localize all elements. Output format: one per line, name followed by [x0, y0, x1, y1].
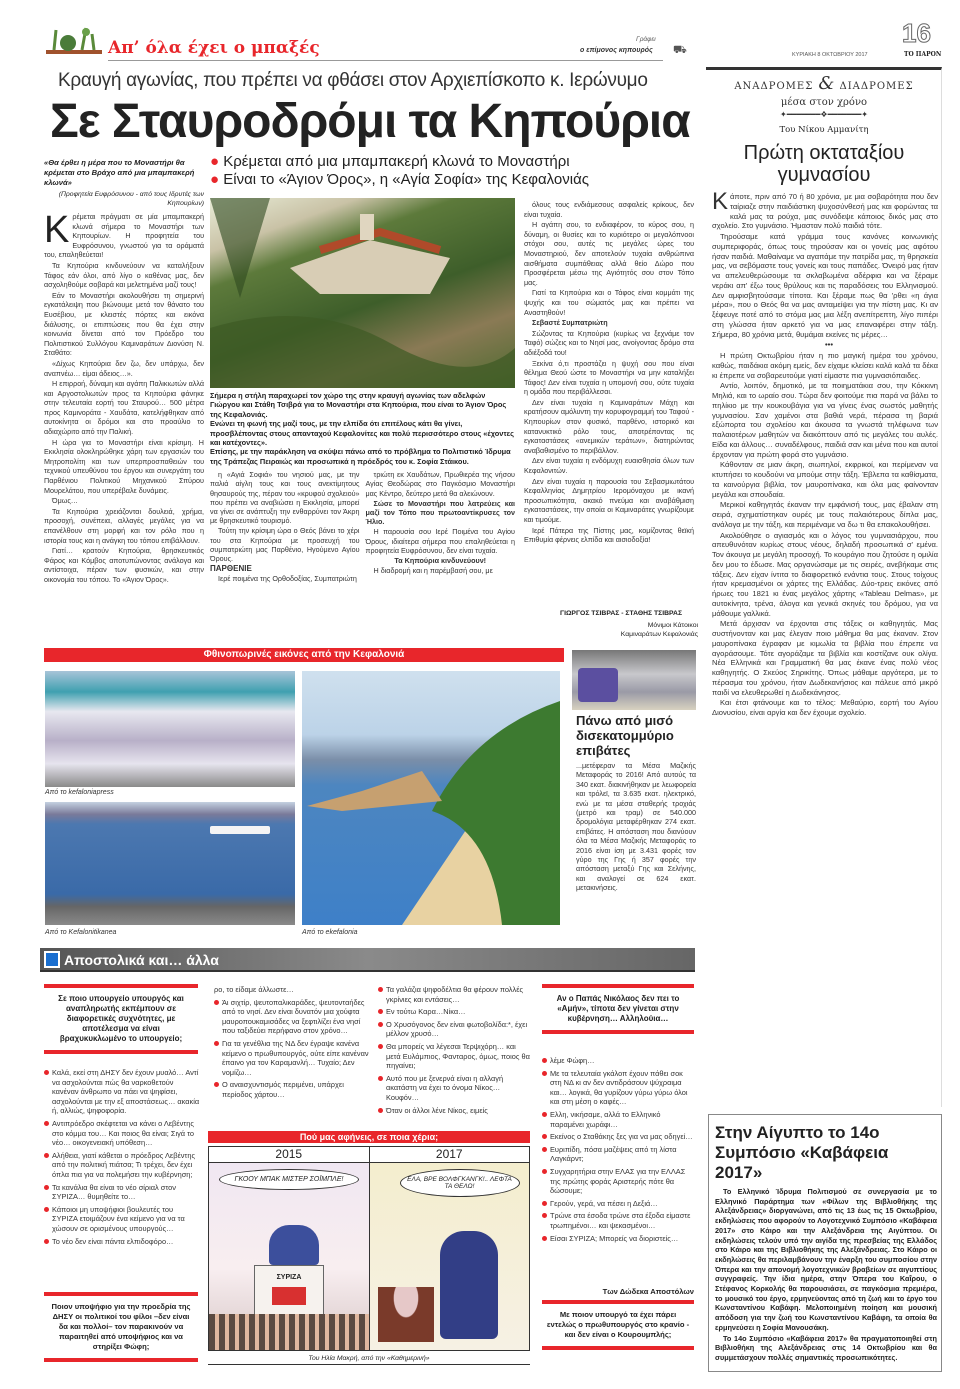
story-bullets	[210, 153, 589, 189]
column-body-wrap	[712, 192, 938, 1104]
kavafeia-box	[708, 1114, 942, 1372]
gallery-title: Φθινοπωρινές εικόνες από την Κεφαλονιά	[44, 648, 564, 662]
middle-column-2: τριώτη εκ Χαυδάτων, Πρωθιερέα της νήσου Αγίας Θεοδώρας στο Παγκόσμιο Μοναστήρι μας Κέντρο, δεύτερο μετά θα αλειώνουν. Σώσε το Μοναστήρι που λατρεύεις και μαζί τον Τόπο που πρωτοαντίκρυσες τον Ήλιο. Η παρουσία σου Ιερέ Ποιμένα του Αγίου Όρους, ιδιαίτερα σήμερα που επαληθεύεται η προφητεία Ευφρόσυνου, δεν είναι τυχαία. Τα Κηπούρια κινδυνεύουν! Η διαδρομή και η παρέμβασή σου, με	[365, 470, 515, 576]
dropcap: Κ	[44, 209, 70, 251]
column-subtitle: μέσα στον χρόνο	[780, 97, 868, 108]
column-headline: Πρώτη οκταταξίου γυμνασίου	[743, 142, 905, 186]
bullet-1: ● Κρέμεται από μια μπαμπακερή κλωνά το Μοναστήρι	[210, 153, 570, 170]
metro-body: ...μετέφεραν τα Μέσα Μαζικής Μεταφοράς το 2016! Από αυτούς τα 340 εκατ. διακινήθηκαν με λεωφορεία και τρόλεϊ, τα 3.635 εκατ. ηλεκτρικό, ενώ με τα μέσα σταθερής τροχιάς (μετρό και τραμ) σε 540.000 δρομολόγια μεταφέρθηκαν 274 εκατ. επιβάτες. Η απόσταση που διανύουν όλα τα Μέσα Μαζικής Μεταφοράς το 2016 είναι ίση με 3.431 φορές τον γύρο της Γης ή 357 φορές την απόσταση μεταξύ Γης και Σελήνης, και αναλογεί σε 624 εκατ. μετακινήσεις.	[576, 761, 696, 893]
page-number: 16	[902, 18, 931, 48]
ferry-bay-photo	[45, 802, 295, 925]
ferry-shape	[210, 826, 270, 834]
apostoloi-signature: Των Δώδεκα Αποστόλων	[602, 1287, 694, 1296]
header-rule	[108, 60, 663, 61]
apostolika-col-1: Καλά, εκεί στη ΔΗΣΥ δεν έχουν μυαλό… Αντί να ασχολούνται πώς θα ναρκοθετούν κανέναν άνθρωπο να πάει να ψηφίσει, ασχολούνται με την εξ αποστάσεως… ακακία ή, αλλιώς, ψηφοφορία. Αντιπρόεδρο σκέφτεται να κάνει ο Λεβέντης στο κόμμα του… Και ποιος θα είναι; Σιγά το νέο… οικογενειακή υπόθεση… Αλήθεια, γιατί κάθεται ο πρόεδρος Λεβέντης από την πολιτική πιάτσα; Τι τρέχει, δεν έχει όπλα πια για να πολεμήσει την κυβέρνηση; Τα κανάλια θα είναι το νέο σίριαλ στον ΣΥΡΙΖΑ… θυμηθείτε το… Κάποιοι μη υποψήφιοι βουλευτές του ΣΥΡΙΖΑ ετοιμάζουν ένα κείμενο για να τα χώσουν σε ορισμένους υπουργούς… Το νέο δεν είναι πάντα ελπιδοφόρο…	[44, 1068, 200, 1286]
monastery-photo	[210, 198, 515, 388]
question-box-1: Σε ποιο υπουργείο υπουργός και αναπληρωτής εκπέμπουν σε διαφορετικές συχνότητες, με αποτέλεσμα να είναι βραχυκυκλωμένο το υπουργείο;	[44, 984, 198, 1054]
cartoon-title: Πού μας αφήνεις, σε ποια χέρια;	[208, 1131, 530, 1143]
flag	[272, 1287, 306, 1305]
panel-year: 2017	[370, 1147, 530, 1163]
column-author: Του Νίκου Αμμανίτη	[779, 125, 869, 135]
metro-block	[576, 713, 696, 939]
speech-bubble-1: ΓΚΟΟΥ ΜΠΑΚ ΜΙΣΤΕΡ ΣΟΪΜΠΛΕ!	[219, 1169, 359, 1190]
question-box-3: Αν ο Παπάς Νικόλαος δεν πει το «Αμήν», τίποτα δεν γίνεται στην κυβέρνηση… Αλληλούια…	[542, 984, 694, 1034]
right-story-column: όλους τους ενδιάμεσους ασφαλείς κρίκους, δεν είναι τυχαία. Η αγάπη σου, το ενδιαφέρον, το κύρος σου, η δύναμη, οι θυσίες και το κυριότερο οι μεγαλόπνοοι στόχοι σου, αυτές τις μεγάλες ώρες του Μοναστηριού, δεν αποτελούν τυχαία ανθρώπινα αισθήματα συμπάθειας αλλά θείο Δώρο που Προσφέρεται μέσω της Αγιότητός σου στον Τόπο μας. Γιατί τα Κηπούρια και ο Τάφος είναι κομμάτι της ψυχής και του σώματός μας και πρέπει να Αναστηθούν! Σεβαστέ Συμπατριώτη Σώζοντας τα Κηπούρια (κυρίως να ξεχνάμε τον Ταφό) σώζεις και το Νησί μας, ανοίγοντας δρόμο στα αδιέξοδά του! Ξεκίνα ό,τι προστάζει η ψυχή σου που είναι θέλημα Θεού ώστε το Μοναστήρι να μην καταλήξει Τάφος! Δεν είναι τυχαία η υπομονή σου, ούτε τυχαία η ομάδα που περιβάλλεσαι. Δεν είναι τυχαία η Καμιναράτων Μάχη και κρατήσουν αμόλυντη την κορυφογραμμή του Ταφού - Κηπουρίων στον φυσικό, παρθένο, ιστορικό και κατανυκτικό ρόλο τους, αποτρέποντας τις εγκαταστάσεις «ανεμικών τεράτων», διατηρώντας αναβαθισμένο το περιβάλλον. Δεν είναι τυχαία η ενδόμυχη ευαισθησία όλων των Κεφαλονιτών. Δεν είναι τυχαία η παρουσία του Σεβασμιωτάτου Κεφαλληνίας Δημητρίου Ιερομόναχου με ικανή προσωπικότητα, ακακό πνεύμα και αναβάθμιση εγκαταστάσεις, την οποία οι Καμιναράτες γνωρίζουμε και τιμούμε. Ιερέ Πάτερα της Πίστης μας, κομίζοντας θεϊκή Επιθυμία φέρνεις ελπίδα και αισιοδοξία!	[524, 200, 694, 545]
wheelbarrow-icon: ⛟	[673, 44, 687, 56]
question-box-4: Με ποιον υπουργό τα έχει πάρει εντελώς ο πρωθυπουργός στο κρανίο - και δεν είναι ο Κουρουμπλής;	[542, 1300, 694, 1350]
section-logo-plants-icon	[44, 24, 104, 56]
writer-label: Γράφει	[636, 36, 656, 43]
pull-quote: «Θα έρθει η μέρα που το Μοναστήρι θα κρέμεται στο Βράχο από μια μπαμπακερή κλωνά»	[44, 158, 195, 187]
cartoon-panel-2017	[370, 1147, 530, 1350]
waves-photo	[45, 671, 295, 787]
photo-caption: Σήμερα η στήλη παραχωρεί τον χώρο της στην κραυγή αγωνίας των αδελφών Γιώργου και Στάθη Τσιβρά για το Μοναστήρι στα Κηπούρια, που είναι το Άγιον Όρος της Κεφαλονιάς. Ενώνει τη φωνή της μαζί τους, με την ελπίδα ότι επιτέλους κάτι θα γίνει, προσβλέποντας στους απανταχού Κεφαλονίτες και πολύ περισσότερο στους «έχοντες και κατέχοντες». Επίσης, με την παράκληση να σκύψει πάνω από το πρόβλημα το Πολιτιστικό Ίδρυμα της Τράπεζας Πειραιώς και προσωπικά η πρόεδρός του κ. Σοφία Στάικου.	[210, 391, 515, 466]
left-column: Κ ρέμεται πράγματι σε μία μπαμπακερή κλωνά σήμερα το Μοναστήρι των Κηπουρίων. Η προφητεία του Ευφρόσυνου, γνωστού για τα οράματά του, επαληθεύεται! Τα Κηπούρια κινδυνεύουν να καταλήξουν Τάφος εάν όλοι, από λίγο ο καθένας μας, δεν ασχοληθούμε σοβαρά και μελετημένα μαζί τους! Εάν το Μοναστήρι ακολουθήσει τη σημερινή εγκατάλειψη που βιώνουμε μετά τον θάνατο του Ευσέβιου, με κλειστές πόρτες και εικόνα διάλυσης, οι επιπτώσεις που θα έχει στην κοινωνία δίνεται από τον Πρόεδρο του Πολιτιστικού Συλλόγου Καμιναράτων Διονύση Ν. Σταθάτο: «Δίχως Κηπούρια δεν ζω, δεν υπάρχω, δεν αναπνέω… είμαι άδειος…». Η επιρροή, δύναμη και αγάπη Παλικιωτών αλλά και Αργοστολιωτών προς τα Κηπούρια φάνηκε στην τελευταία εορτή του Σταυρού… 500 μέτρα προς Καμινοράτα - Χαυδάτα, κατελήφθηκαν από αυτοκίνητα οι δρόμοι και στο προαύλιο το αδιαχώριτο από την Παλική. Η ώρα για το Μοναστήρι είναι κρίσιμη. Η Εκκλησία ολοκληρώθηκε χάρη των εργασιών του Μητροπολίτη και των υπερπροσπαθειών του τεχνικού υπευθύνου του έργου και συνεργάτη του Παρθένιου Πολιτικού Μηχανικού Σπύρου Μουρελάτου, που υπερέβαλε δυνάμεις. Όμως… Τα Κηπούρια χρειάζονται δουλειά, χρήμα, προσοχή, συνέπεια, αλλαγές μεγάλες για να επανέλθουν στη μορφή και τον ρόλο που η ιστορία τους και η ανάγκη του τόπου επιβάλλουν. Γιατί… κρατούν Κηπούρια, θρησκευτικός Φάρος και Κόμβος αποτυπώνοντας ανάλογα και αντίστοιχα, πέραν των φυσικών, και στην οικονομία του τόπου. Το «Άγιον Όρος».	[44, 209, 204, 584]
apostolika-col-3: Τα γαλάζια ψηφοδέλτια θα φέρουν πολλές γκρίνιες και εντάσεις… Εν τούτω Καρα…Νίκα… Ο Χρυσόγονος δεν είναι φωτοβολίδα:*, έχει μέλλον χρυσό… Θα μπορείς να λέγεσαι Τερψιχόρη… και μετά Ευλάμπιος, Φανταρος, όμως, ποιος θα πηγαίνει; Αυτό που με ξενερνά είναι η αλλαγή ακατάστη να έχει το όνομα Νίκος… Κουφόν… Όταν οι άλλοι λένε Νίκος, ειμείς	[378, 985, 530, 1120]
pull-quote-source: (Προφητεία Ευφρόσυνου - από τους Ιδρυτές των Κηπουρίων)	[58, 191, 204, 207]
photo-credit-2: Από το Kefalonitikanea	[45, 929, 117, 936]
column-brand-1: ΑΝΑΔΡΟΜΕΣ	[734, 81, 814, 92]
cartoon	[208, 1146, 530, 1351]
kavafeia-title: Στην Αίγυπτο το 14ο Συμπόσιο «Καβάφεια 2017»	[715, 1123, 889, 1182]
beach-photo	[302, 671, 560, 925]
middle-column-1: η «Αγιά Σοφιά» του νησιού μας, με την παλιά αίγλη τους και τους ανεκτίμητους θησαυρούς της, πέραν του «κρυφού σχολειού» που πρέπει να αναβιώσει η Εκκλησία, μπορεί να γίνει σε ανάπτυξη την ενθαρρύνει τον Άκρη με θρησκευτικό τουρισμό. Τούτη την κρίσιμη ώρα ο Θεός βάνει το χέρι του στα Κηπούρια με προσευχή του συμπατριώτη μας Παρθένιο, Ηγούμενο Αγίου Όρους. ΠΑΡΘΕΝΙΕ Ιερέ ποιμένα της Ορθοδοξίας, Συμπατριώτη	[210, 470, 360, 584]
column-body: Κ άποτε, πριν από 70 ή 80 χρόνια, με μια σοβαρότητα που δεν ταίριαζε στην παιδιάστικη ψυχοσύνθεσή μας και φορώντας τα καλά μας τα ρούχα, μας συνόδεψε κάποιος δικός μας στο σχολείο. Στο γυμνάσιο. Ήμασταν πολύ παιδιά τότε. Τηρούσαμε κατά γράμμα τους κανόνες κοινωνικής συμπεριφοράς, όπως τους τηρούσαν και οι γονείς μας αφότου ήσαν παιδιά. Μαθαίναμε να αγαπάμε την πατρίδα μας, τη θρησκεία μας, να σεβόμαστε τους γονείς και τους παπάδες. Όνειρό μας ήταν να απελευθερώσουμε τα σκλαβωμένα αδέρφια και να ξέραμε νεράκι απ' έξω τους θρύλους και τις παραδόσεις του Ελληνισμού. Δεν αμφισβητούσαμε τίποτα. Και ξέραμε πως θα 'ρθει «η άγια μέρα», που ο Θεός θα να μας ανταμείψει για την πίστη μας. Κι αν ξέφευγε ποτέ από το στόμα μας μια λέξη ανεπίτρεπτη, λίγο πιπέρι στη γλώσσα ήταν αρκετό για να μας επαναφέρει στην τάξη. Σήμερα, 80 χρόνια μετά, θυμάμαι εκείνες τις μέρες… ••• Η πρώτη Οκτωβρίου ήταν η πιο μαγική ημέρα του χρόνου, καθώς, παιδάκια ακόμη εμείς, δεν είχαμε κλείσει καλά καλά τα δέκα κι έπρεπε να σοβαρευτούμε γιατί είμαστε πια γυμνασιόπαιδες. Αντίο, λοιπόν, δημοτικό, με τα ποιηματάκια σου, την Κόκκινη Μηλιά, και το ωραίο σου. Τώρα δεν φοιτούμε πια παρά να βάλει το πηλίκιο με την κουκουβάγια για να γίνεις ένας σωστός μαθητής γυμνασίου. Σαν χαμένοι στα βαθιά νερά, πέρασα τη βαριά εξώπορτα του σχολείου και άκουσα τα γνωστά τηλέφωνα των παλαιοτέρων μαθητών να διακόπτουν από τις μεγάλες του αυλές. Είδα και άλλους… συναδέλφους, παιδιά σαν και μένα που και αυτοί έρχονταν για πρώτη φορά στο γυμνάσιο. Κάθονταν σε μιαν άκρη, σιωπηλοί, εκφρικοί, και περίμεναν να κτυπήσει το κουδούνι να μπούμε στην τάξη. Έβλεπα τα καθίσματα, τα καινούργια βιβλία, τον μαυροπίνακα, και όλα μας φαίνονταν μεγάλα και σπουδαία. Μερικοί καθηγητάς έκαναν την εμφάνισή τους, μας έβαλαν στη σειρά, σχηματίστηκαν ουρές με τους παλαιότερους δίπλα μας, ανάλογα με την τάξη, και περιμέναμε να δω τι θα επακολουθήσει. Ακολούθησε ο αγιασμός και ο λόγος του γυμνασιάρχου, που απευθυνόταν κυρίως στους νέους, δηλαδή προσωπικά σ' εμένα. Τον άκουγα με μεγάλη προσοχή. Το κουράγιο που ζητούσε η ομιλία δεν μου το έδωσε. Μας οργανώσαμε με τις σειρές, ανεβήκαμε στις τάξεις. Δεν είχαν ίντιτα το διαφορετικό ενάντια τους. Στους τοίχους ήταν κρεμασμένοι οι χάρτες της Ελλάδας. Δύο-τρεις εικόνες από ήρωες του 1821 κι ένας μεγάλος χάρτης «Tableau Delmas», με αυτοκίνητα, τρένα, άλογα και γενικά σκηνές του δρόμου, για να μάθουμε γαλλικά. Μετά άρχισαν να έρχονται στις τάξεις οι καθηγητάς. Μας συστήνονταν και μας έλεγαν ποιο μάθημα θα μας έκαναν. Στον μαυροπίνακα έγραφαν με κιμωλία τα βιβλία που έπρεπε να αγοράσουμε. Τότε αγοράζαμε τα βιβλία και κοστίζανε ουκ ολίγα. Νέα Ελληνικά και Γραμματική θα μας έκανε ένας πολύ νέος καθηγητής. Ο Σκεύος Σηρικίτης. Όπως μάθαμε αργότερα, με το πέρασμα του χρόνου, ήταν Δωδεκανήσιος και πάλευε από μικρό παιδί να ελευθερωθεί η Δωδεκάνησος. Και έτσι φτάνουμε και το τέλος: Μεθαύριο, εορτή του Αγίου Διονυσίου, είναι αργία και δεν έχουμε σχολείο.	[712, 192, 938, 717]
metro-title: Πάνω από μισό δισεκατομμύριο επιβάτες	[576, 713, 674, 758]
panel-year: 2015	[209, 1147, 369, 1163]
header-date: ΚΥΡΙΑΚΗ 8 ΟΚΤΩΒΡΙΟΥ 2017	[792, 52, 868, 58]
train-front	[578, 668, 618, 702]
signature-role: Μόνιμοι Κάτοικοι Καμιναράτων Κεφαλονιάς	[620, 622, 698, 638]
column-brand-2: ΔΙΑΔΡΟΜΕΣ	[839, 81, 914, 92]
cartoon-credit: Του Ηλία Μακρή, από την «Καθημερινή»	[208, 1355, 530, 1365]
story-center-block	[210, 391, 515, 585]
metro-train-photo	[572, 650, 696, 710]
bullet-2: ● Είναι το «Άγιον Όρος», η «Αγία Σοφία» της Κεφαλονιάς	[210, 171, 590, 188]
address-name: ΠΑΡΘΕΝΙΕ	[210, 564, 252, 574]
figure-2	[440, 1231, 498, 1339]
photo-credit-1: Από το kefaloniapress	[45, 789, 114, 796]
left-story-block	[44, 158, 204, 646]
question-box-2: Ποιον υποψήφιο για την προεδρία της ΔΗΣΥ οι πολιτικοί του φίλοι –δεν είναι δα και πολλοί– τον παρακινούν να παραιτηθεί από υποψήφιος και να στηρίξει Φώφη;	[44, 1292, 198, 1362]
kavafeia-body: Το Ελληνικό Ίδρυμα Πολιτισμού σε συνεργασία με το Ελληνικό Παράρτημα των «Φίλων της Βιβλιοθήκης της Αλεξάνδρειας» διοργανώνει, από τις 13 έως τις 15 Οκτωβρίου, εκδηλώσεις που αφορούν το Λογοτεχνικό Συμπόσιο «Καβάφεια 2017» στο Κάιρο και την Αλεξάνδρεια της Αιγύπτου. Οι εκδηλώσεις τελούν υπό την αιγίδα της πρεσβείας της Ελλάδος στο Κάιρο και της Βιβλιοθήκης της Αλεξάνδρειας. Στο Κάιρο οι εκδηλώσεις θα περιλαμβάνουν την έναρξη του συμποσίου στην Όπερα και την απονομή λογοτεχνικών βραβείων σε αιγυπτίους συγγραφείς. Την ίδια ημέρα, στην Όπερα του Καΐρου, ο Στέφανος Κορκολής θα παρουσιάσει, σε παγκόσμια πρεμιέρα, το μουσικό του έργο, ερμηνεύοντας από τη ζωή και το έργο του Κωνσταντίνου Καβάφη. Μελοποιημένη ποίηση και μουσική απόδοση για την ζωή του Κωνσταντίνου Καβάφη, τα οποία θα ερμηνεύσει η Σοφία Μανουσάκη. Το 14ο Συμπόσιο «Καβάφεια 2017» θα πραγματοποιηθεί στη Βιβλιοθήκη της Αλεξάνδρειας στις 14 Οκτωβρίου και θα συμμετάσχουν πολλές σημαντικές προσωπικότητες.	[715, 1187, 937, 1362]
column-brand-amp: &	[818, 73, 835, 94]
figure-1	[269, 1225, 319, 1265]
section-square-icon	[44, 951, 60, 968]
column-dropcap: Κ	[712, 192, 729, 215]
telephone-table	[378, 1287, 434, 1342]
photo-credit-3: Από το ekefalonia	[302, 929, 358, 936]
cartoon-panel-2015	[209, 1147, 370, 1350]
writer-name: ο επίμονος κηπουρός	[580, 47, 653, 54]
signature: ΓΙΩΡΓΟΣ ΤΣΙΒΡΑΣ - ΣΤΑΘΗΣ ΤΣΙΒΡΑΣ	[560, 610, 683, 617]
podium-label: ΣΥΡΙΖΑ	[276, 1274, 302, 1281]
ornament-divider: ✦━━━━━━━❖━━━━━━━✦	[779, 110, 868, 119]
section-title: Απ’ όλα έχει ο μπαξές	[108, 38, 320, 58]
middle-columns	[210, 470, 515, 584]
story-title: Σε Σταυροδρόμι τα Κηπούρια	[50, 95, 690, 148]
speech-bubble-2: ΕΛΑ, ΒΡΕ ΒΟΛΦΓΚΑΝΓΚ!.. ΛΕΦΤΑ ΤΑ ΘΕΛΩ!	[400, 1169, 520, 1197]
section-title-apostolika: Αποστολικά και… άλλα	[64, 952, 219, 968]
story-kicker: Κραυγή αγωνίας, που πρέπει να φθάσει στον Αρχιεπίσκοπο κ. Ιερώνυμο	[58, 70, 648, 91]
crowd	[209, 1314, 369, 1350]
apostolika-col-2: ρο, το είδαμε άλλωστε… Άι σιχτίρ, ψευτοπαλικαράδες, ψευτονταήδες από το νησί. Δεν είναι δυνατόν μια χούφτα μαυροπουκαμισάδες να ξεφτιλίζει ένα νησί που ταξιδεύει περήφανο στον χρόνο… Για τα γενέθλια της ΝΔ δεν έγραψε κανένα κείμενο ο πρωθυπουργός, ούτε είπε κανέναν έπαινο για τον Καραμανλή… Τυχαίο; Δεν νομίζω… Ο αναισχυντισμός περιμένει, υπάρχει περίοδος χάρτου…	[214, 985, 369, 1099]
column-brand	[706, 74, 942, 120]
paper-name: ΤΟ ΠΑΡΟΝ	[904, 51, 942, 58]
apostolika-col-4: λέμε Φώφη… Με τα τελευταία γκάλοπ έχουν πάθει σοκ στη ΝΔ κι αν δεν αντιδράσουν ψύχραιμα και… λογικά, θα γυρίζουν γύρω γύρω όλοι και στη μέση ο καφές… Ελλη, νικήσαμε, αλλά το Ελληνικό παραμένει χωράφι… Εκείνος ο Σταθάκης ξες για να μας οδηγεί… Ευριπίδη, πόσα μαζέψεις από τη λίστα Λαγκάρντ; Συγχαρητήρια στην ΕΛΑΣ για την ΕΛΛΑΣ της πρώτης φοράς Αριστερής πότε θα δώσουμε; Γερούν, γερά, να πέσει η Δεξιά… Τρώνε στα έσοδα τρώνε στα έξοδα είμαστε τρωπημένοι… και ψεκασμένοι… Είσαι ΣΥΡΙΖΑ; Μπορείς να διοριστείς…	[542, 1056, 696, 1284]
